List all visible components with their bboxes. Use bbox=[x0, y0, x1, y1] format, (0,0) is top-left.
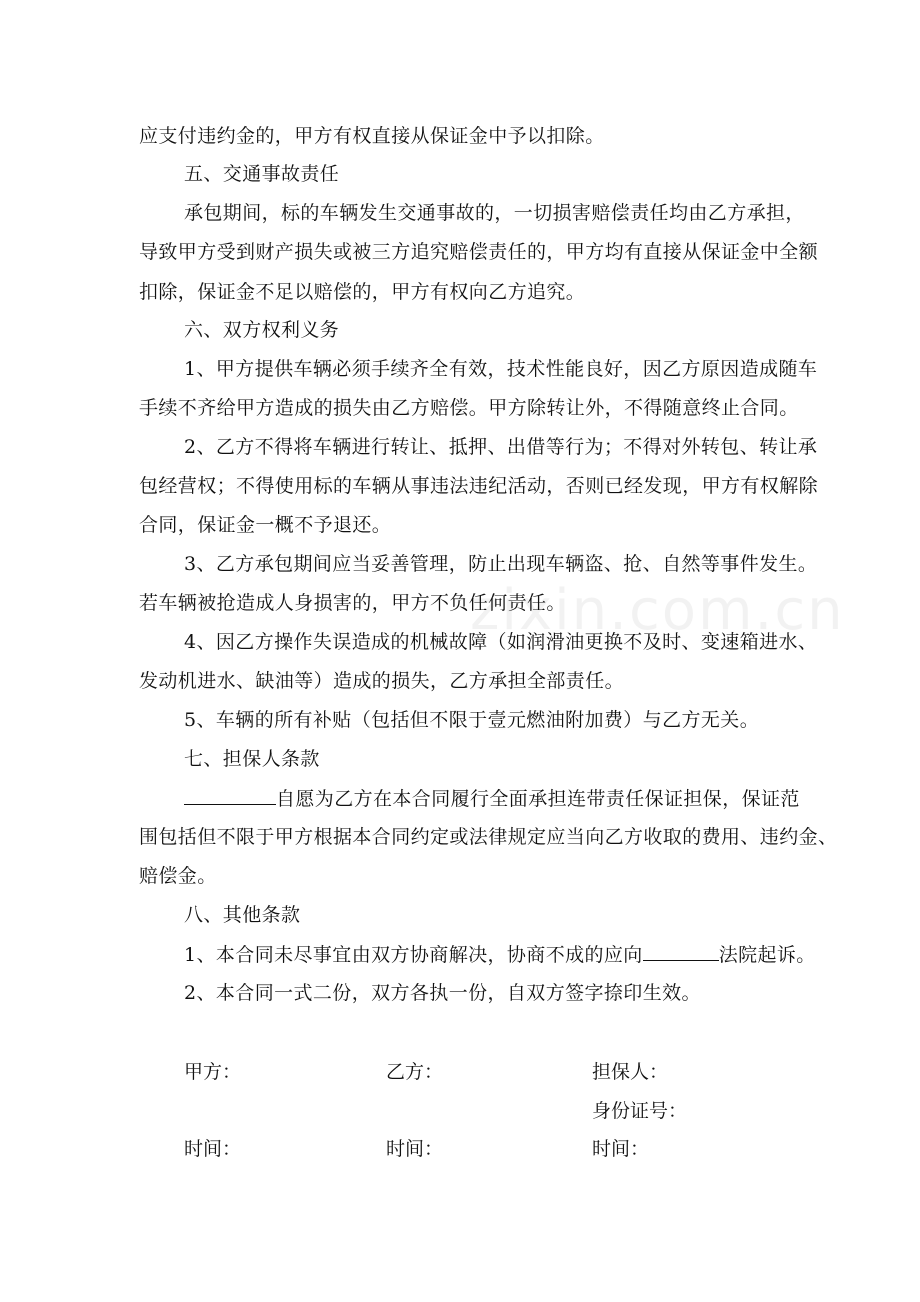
paragraph-line: 围包括但不限于甲方根据本合同约定或法律规定应当向乙方收取的费用、违约金、 bbox=[139, 826, 838, 848]
party-b-label: 乙方： bbox=[386, 1061, 444, 1083]
paragraph-line: 承包期间，标的车辆发生交通事故的，一切损害赔偿责任均由乙方承担， bbox=[184, 202, 805, 224]
section-heading-5: 五、交通事故责任 bbox=[184, 163, 340, 185]
paragraph-line: 应支付违约金的，甲方有权直接从保证金中予以扣除。 bbox=[139, 125, 605, 147]
guarantor-line bbox=[184, 786, 800, 811]
paragraph-line: 5、车辆的所有补贴（包括但不限于壹元燃油附加费）与乙方无关。 bbox=[184, 709, 760, 731]
guarantor-label: 担保人： bbox=[592, 1061, 669, 1083]
section-heading-6: 六、双方权利义务 bbox=[184, 319, 340, 341]
watermark: zixin.com.cn bbox=[470, 578, 845, 643]
section-heading-8: 八、其他条款 bbox=[184, 904, 301, 926]
party-a-label: 甲方： bbox=[184, 1061, 242, 1083]
section-heading-7: 七、担保人条款 bbox=[184, 748, 320, 770]
paragraph-line: 手续不齐给甲方造成的损失由乙方赔偿。甲方除转让外，不得随意终止合同。 bbox=[139, 397, 799, 419]
guarantor-name-blank[interactable] bbox=[184, 786, 276, 805]
paragraph-line: 4、因乙方操作失误造成的机械故障（如润滑油更换不及时、变速箱进水、 bbox=[184, 631, 818, 653]
paragraph-line: 2、本合同一式二份，双方各执一份，自双方签字捺印生效。 bbox=[184, 982, 701, 1004]
paragraph-text: 自愿为乙方在本合同履行全面承担连带责任保证担保，保证范 bbox=[276, 788, 800, 810]
paragraph-line: 导致甲方受到财产损失或被三方追究赔偿责任的，甲方均有直接从保证金中全额 bbox=[139, 241, 819, 263]
paragraph-line: 合同，保证金一概不予退还。 bbox=[139, 514, 392, 536]
id-number-label: 身份证号： bbox=[592, 1100, 688, 1122]
paragraph-line: 赔偿金。 bbox=[139, 865, 217, 887]
paragraph-line: 2、乙方不得将车辆进行转让、抵押、出借等行为；不得对外转包、转让承 bbox=[184, 436, 818, 458]
guarantor-time-label: 时间： bbox=[592, 1138, 650, 1160]
paragraph-line: 若车辆被抢造成人身损害的，甲方不负任何责任。 bbox=[139, 592, 566, 614]
paragraph-line: 1、甲方提供车辆必须手续齐全有效，技术性能良好，因乙方原因造成随车 bbox=[184, 358, 818, 380]
paragraph-line: 发动机进水、缺油等）造成的损失，乙方承担全部责任。 bbox=[139, 670, 625, 692]
paragraph-text: 1、本合同未尽事宜由双方协商解决，协商不成的应向 bbox=[184, 944, 643, 966]
paragraph-line: 3、乙方承包期间应当妥善管理，防止出现车辆盗、抢、自然等事件发生。 bbox=[184, 553, 818, 575]
court-clause-line bbox=[184, 942, 816, 967]
court-name-blank[interactable] bbox=[643, 942, 719, 961]
paragraph-line: 包经营权；不得使用标的车辆从事违法违纪活动，否则已经发现，甲方有权解除 bbox=[139, 475, 819, 497]
paragraph-line: 扣除，保证金不足以赔偿的，甲方有权向乙方追究。 bbox=[139, 281, 586, 303]
party-a-time-label: 时间： bbox=[184, 1138, 242, 1160]
party-b-time-label: 时间： bbox=[386, 1138, 444, 1160]
paragraph-text: 法院起诉。 bbox=[718, 944, 816, 966]
